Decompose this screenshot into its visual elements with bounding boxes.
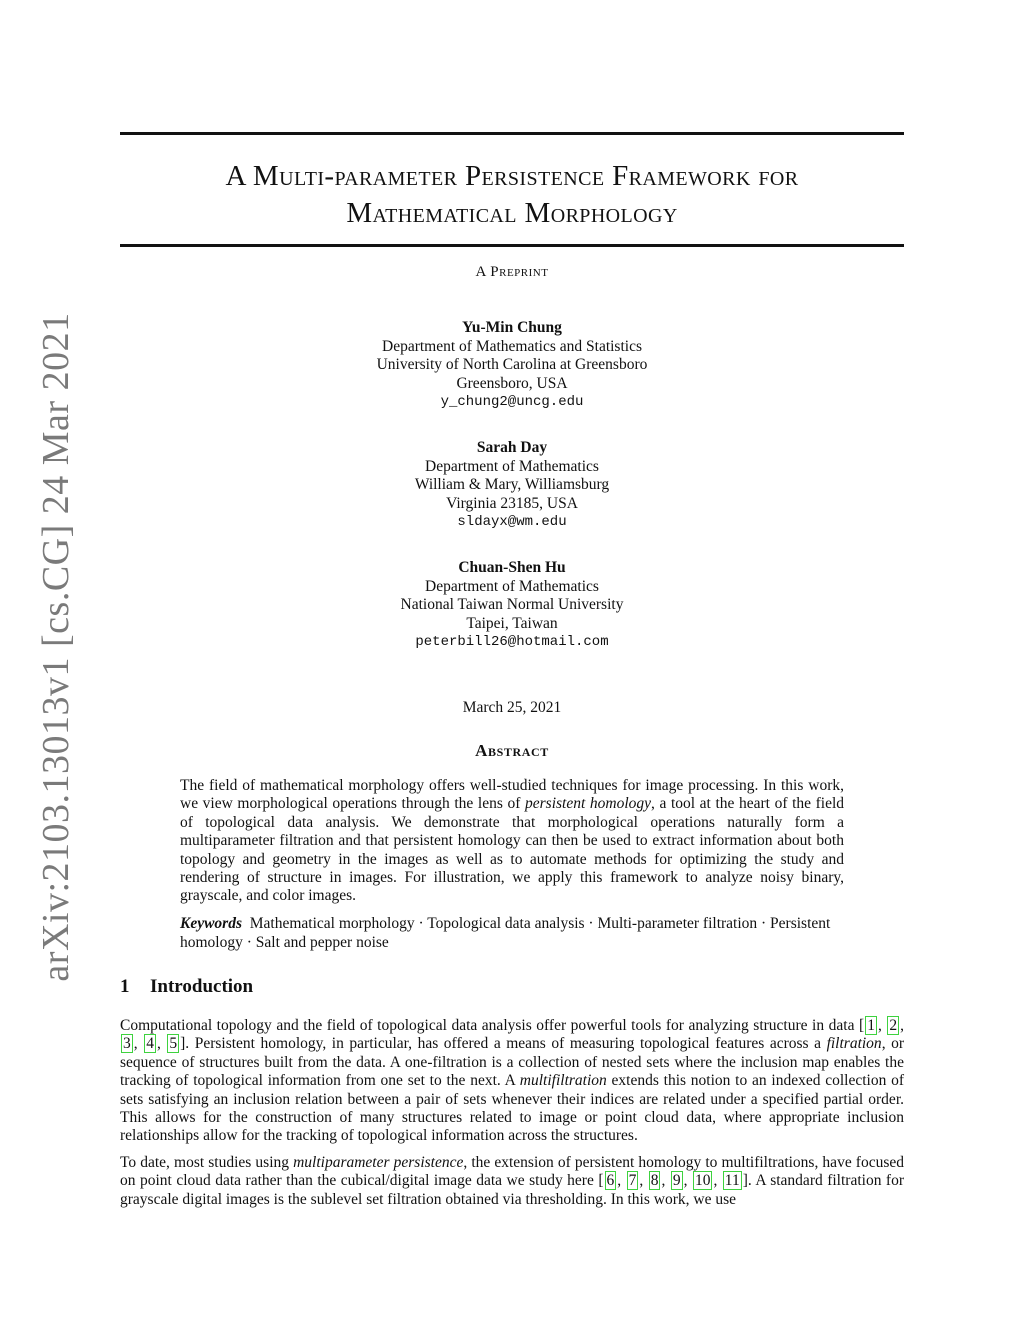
section-heading <box>120 976 253 998</box>
title-line-2: Mathematical Morphology <box>346 197 678 229</box>
author-affiliation-line: University of North Carolina at Greensboro <box>376 356 648 373</box>
author-affiliation-line: Virginia 23185, USA <box>446 494 578 512</box>
abstract-heading: Abstract <box>475 741 549 760</box>
section-title: Introduction <box>150 976 254 997</box>
author-block <box>120 559 904 652</box>
intro-text: To date, most studies using <box>120 1154 294 1171</box>
author-affiliation-line: Taipei, Taiwan <box>466 614 558 632</box>
intro-text: , the extension of persistent homology to multifiltrations, have focused on point cloud data rather than the cubical/digital image data we study here [ <box>120 1154 904 1190</box>
author-block <box>120 319 904 412</box>
author-name: Yu-Min Chung <box>462 319 562 336</box>
author-email[interactable]: sldayx@wm.edu <box>457 514 567 530</box>
author-affiliation-line: Greensboro, USA <box>456 374 568 392</box>
keywords-text: Mathematical morphology · Topological data analysis · Multi-parameter filtration · Persistent homology · Salt and pepper noise <box>180 915 831 951</box>
paper-title <box>120 158 904 232</box>
keywords <box>180 914 844 952</box>
author-affiliation-line: Department of Mathematics <box>425 457 599 475</box>
title-bottom-rule <box>120 244 904 247</box>
paper-date: March 25, 2021 <box>462 699 562 716</box>
title-line-1: A Multi-parameter Persistence Framework for <box>225 160 799 192</box>
author-block <box>120 439 904 532</box>
citation-link[interactable]: 9 <box>672 1172 681 1190</box>
intro-emphasis: filtration <box>826 1035 882 1053</box>
author-name: Sarah Day <box>476 439 548 456</box>
abstract-emphasis: persistent homology <box>525 795 652 813</box>
intro-text: extends this notion to an indexed collection of sets satisfying an inclusion relation between a pair of sets whenever their indices are related under a specified partial order. This allows for the construction of many structures related to image or point cloud data, where appropriate inclusion relationships allow for the tracking of topological information across the structures. <box>120 1072 905 1145</box>
intro-text: Computational topology and the field of topological data analysis offer powerful tools for analyzing structure in data [ <box>120 1017 865 1034</box>
citation-link[interactable]: 7 <box>628 1172 637 1190</box>
preprint-label: A Preprint <box>475 264 549 280</box>
intro-text: , or sequence of structures built from the data. A one-filtration is a collection of nested sets where the inclusion map enables the tracking of topological information from one set to the next. A <box>120 1035 905 1090</box>
author-name: Chuan-Shen Hu <box>458 559 566 576</box>
citation-link[interactable]: 11 <box>724 1172 740 1190</box>
intro-emphasis: multiparameter persistence <box>293 1154 464 1171</box>
abstract-text-part: , a tool at the heart of the field of topological data analysis. We demonstrate that morphological operations naturally form a multiparameter filtration and that persistent homology can then be used to extract information about both topology and geometry in the images as well as to automate methods for optimizing the study and rendering of structure in images. For illustration, we apply this framework to analyze noisy binary, grayscale, and color images. <box>180 795 845 905</box>
author-affiliation-line: National Taiwan Normal University <box>400 596 624 613</box>
citation-link[interactable]: 8 <box>650 1172 659 1190</box>
abstract-text <box>180 777 844 906</box>
abstract-text-part: The field of mathematical morphology offers well-studied techniques for image processing. In this work, we view morphological operations through the lens of <box>180 777 844 813</box>
author-affiliation-line: Department of Mathematics and Statistics <box>382 337 642 355</box>
author-affiliation-line: William & Mary, Williamsburg <box>414 476 610 493</box>
intro-paragraph-2: To date, most studies using multiparameter persistence, the extension of persistent homology to multifiltrations, have focused on point cloud data rather than the cubical/digital image data we study here [ 6 , 7 , 8 , 9 , 10 , 11 ]. A standard filtration for grayscale digital images is the sublevel set filtration obtained via thresholding. In this work, we use <box>120 1154 905 1208</box>
keywords-label: Keywords <box>180 915 242 932</box>
citation-link[interactable]: 4 <box>146 1035 154 1053</box>
citation-link[interactable]: 3 <box>123 1035 131 1053</box>
intro-paragraph-1: Computational topology and the field of topological data analysis offer powerful tools for analyzing structure in data [ 1 , 2 , 3 , 4 , 5 ]. Persistent homology, in particular, has offered a means of measuring topological features across a filtration, or sequence of structures built from the data. A one-filtration is a collection of nested sets where the inclusion map enables the tracking of topological information from one set to the next. A multifiltration extends this notion to an indexed collection of sets satisfying an inclusion relation between a pair of sets whenever their indices are related under a specified partial order. This allows for the construction of many structures related to image or point cloud data, where appropriate inclusion relationships allow for the tracking of topological information across the structures. <box>120 1017 905 1145</box>
citation-link[interactable]: 5 <box>169 1035 178 1053</box>
citation-link[interactable]: 6 <box>606 1172 615 1190</box>
citation-link[interactable]: 1 <box>867 1017 875 1034</box>
author-email[interactable]: peterbill26@hotmail.com <box>415 634 609 650</box>
intro-emphasis: multifiltration <box>519 1072 607 1090</box>
author-email[interactable]: y_chung2@uncg.edu <box>440 394 584 410</box>
author-affiliation-line: Department of Mathematics <box>425 577 599 595</box>
arxiv-sidebar-stamp: arXiv:2103.13013v1 [cs.CG] 24 Mar 2021 <box>35 312 77 982</box>
title-top-rule <box>120 132 904 135</box>
intro-text: ]. A standard filtration for grayscale digital images is the sublevel set filtration obtained via thresholding. In this work, we use <box>120 1172 905 1208</box>
section-number: 1 <box>120 976 130 997</box>
citation-link[interactable]: 10 <box>694 1172 711 1190</box>
citation-link[interactable]: 2 <box>889 1017 898 1034</box>
intro-text: ]. Persistent homology, in particular, has offered a means of measuring topological features across a <box>180 1035 827 1053</box>
